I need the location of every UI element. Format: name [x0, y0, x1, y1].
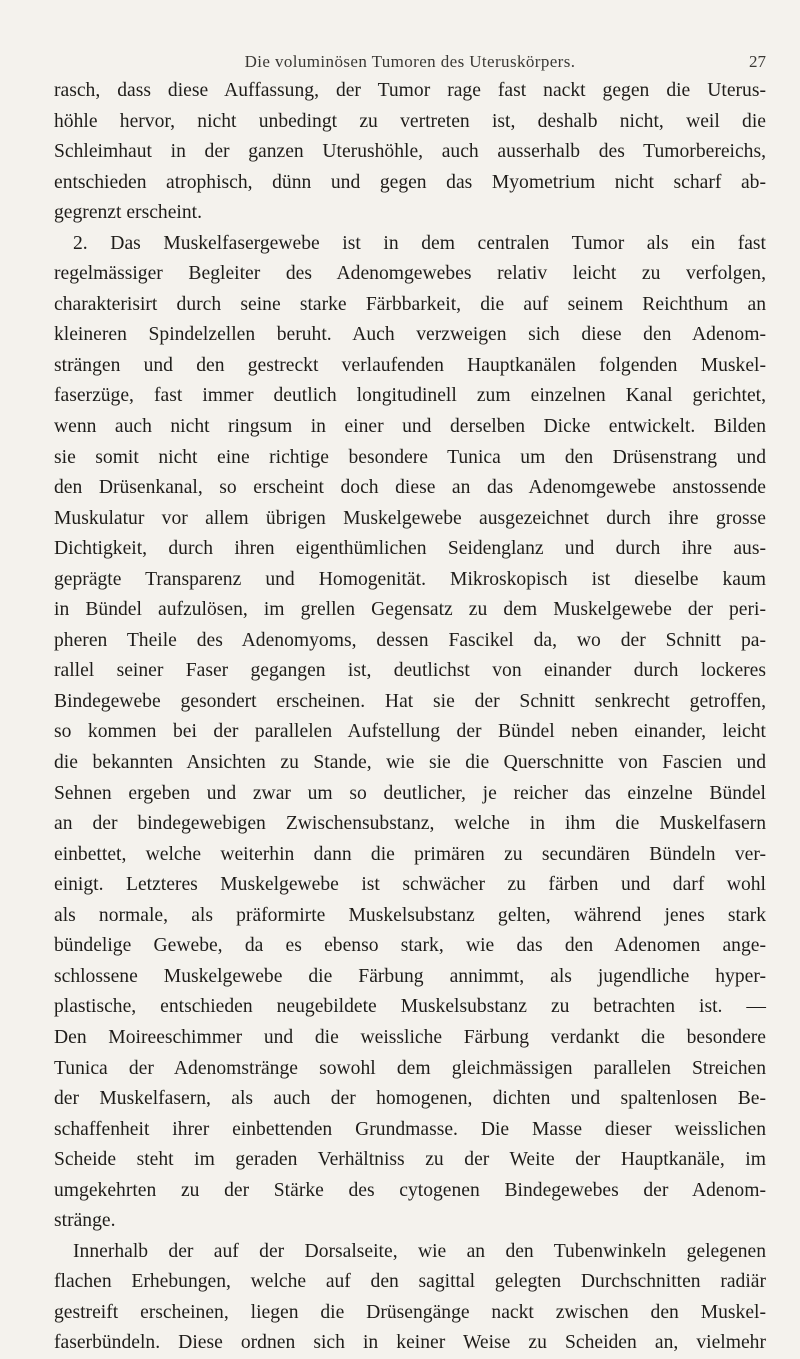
text-line: Tunica der Adenomstränge sowohl dem gleichmässigen parallelen Streichen — [54, 1057, 766, 1079]
body-text — [54, 76, 766, 1359]
text-line: Sehnen ergeben und zwar um so deutlicher, je reicher das einzelne Bündel — [54, 782, 766, 804]
text-line: sie somit nicht eine richtige besondere Tunica um den Drüsenstrang und — [54, 446, 766, 468]
text-line: gestreift erscheinen, liegen die Drüsengänge nackt zwischen den Muskel- — [54, 1301, 766, 1323]
text-line: strängen und den gestreckt verlaufenden Hauptkanälen folgenden Muskel- — [54, 354, 766, 376]
text-line: so kommen bei der parallelen Aufstellung der Bündel neben einander, leicht — [54, 721, 766, 743]
text-line: höhle hervor, nicht unbedingt zu vertreten ist, deshalb nicht, weil die — [54, 110, 766, 132]
text-line: einbettet, welche weiterhin dann die primären zu secundären Bündeln ver- — [54, 843, 766, 865]
text-line: der Muskelfasern, als auch der homogenen, dichten und spaltenlosen Be- — [54, 1088, 766, 1110]
text-line: geprägte Transparenz und Homogenität. Mikroskopisch ist dieselbe kaum — [54, 568, 766, 590]
text-line: Scheide steht im geraden Verhältniss zu der Weite der Hauptkanäle, im — [54, 1149, 766, 1171]
text-line: regelmässiger Begleiter des Adenomgewebes relativ leicht zu verfolgen, — [54, 263, 766, 285]
text-line: plastische, entschieden neugebildete Muskelsubstanz zu betrachten ist. — — [54, 996, 766, 1018]
text-line: die bekannten Ansichten zu Stande, wie sie die Querschnitte von Fascien und — [54, 752, 766, 774]
text-line: einigt. Letzteres Muskelgewebe ist schwächer zu färben und darf wohl — [54, 874, 766, 896]
text-line: Bindegewebe gesondert erscheinen. Hat sie der Schnitt senkrecht getroffen, — [54, 690, 766, 712]
text-line: bündelige Gewebe, da es ebenso stark, wie das den Adenomen ange- — [54, 935, 766, 957]
text-line: gegrenzt erscheint. — [54, 202, 202, 224]
text-line: Muskulatur vor allem übrigen Muskelgewebe ausgezeichnet durch ihre grosse — [54, 507, 766, 529]
text-line: Schleimhaut in der ganzen Uterushöhle, auch ausserhalb des Tumorbereichs, — [54, 141, 766, 163]
text-line: wenn auch nicht ringsum in einer und derselben Dicke entwickelt. Bilden — [54, 416, 766, 438]
text-line: kleineren Spindelzellen beruht. Auch verzweigen sich diese den Adenom- — [54, 324, 766, 346]
text-line: in Bündel aufzulösen, im grellen Gegensatz zu dem Muskelgewebe der peri- — [54, 599, 766, 621]
page-header — [54, 52, 766, 78]
text-line: an der bindegewebigen Zwischensubstanz, welche in ihm die Muskelfasern — [54, 813, 766, 835]
text-line: faserzüge, fast immer deutlich longitudinell zum einzelnen Kanal gerichtet, — [54, 385, 766, 407]
text-line: rallel seiner Faser gegangen ist, deutlichst von einander durch lockeres — [54, 660, 766, 682]
text-line: rasch, dass diese Auffassung, der Tumor rage fast nackt gegen die Uterus- — [54, 80, 766, 101]
text-line: Innerhalb der auf der Dorsalseite, wie an den Tubenwinkeln gelegenen — [73, 1240, 766, 1262]
text-line: umgekehrten zu der Stärke des cytogenen Bindegewebes der Adenom- — [54, 1179, 766, 1201]
text-line: den Drüsenkanal, so erscheint doch diese an das Adenomgewebe anstossende — [54, 477, 766, 499]
text-line: Den Moireeschimmer und die weissliche Färbung verdankt die besondere — [54, 1026, 766, 1048]
running-title: Die voluminösen Tumoren des Uteruskörpers. — [244, 52, 576, 71]
text-line: entschieden atrophisch, dünn und gegen das Myometrium nicht scharf ab- — [54, 171, 766, 193]
text-line: charakterisirt durch seine starke Färbbarkeit, die auf seinem Reichthum an — [54, 293, 766, 315]
text-line: flachen Erhebungen, welche auf den sagittal gelegten Durchschnitten radiär — [54, 1271, 766, 1293]
text-line: faserbündeln. Diese ordnen sich in keiner Weise zu Scheiden an, vielmehr — [54, 1332, 766, 1354]
text-line: stränge. — [54, 1210, 116, 1232]
text-line: schlossene Muskelgewebe die Färbung annimmt, als jugendliche hyper- — [54, 965, 766, 987]
page-number: 27 — [749, 52, 766, 71]
text-line: 2. Das Muskelfasergewebe ist in dem centralen Tumor als ein fast — [73, 232, 766, 254]
text-line: Dichtigkeit, durch ihren eigenthümlichen Seidenglanz und durch ihre aus- — [54, 538, 766, 560]
text-line: schaffenheit ihrer einbettenden Grundmasse. Die Masse dieser weisslichen — [54, 1118, 766, 1140]
text-line: als normale, als präformirte Muskelsubstanz gelten, während jenes stark — [54, 904, 766, 926]
text-line: pheren Theile des Adenomyoms, dessen Fascikel da, wo der Schnitt pa- — [54, 629, 766, 651]
